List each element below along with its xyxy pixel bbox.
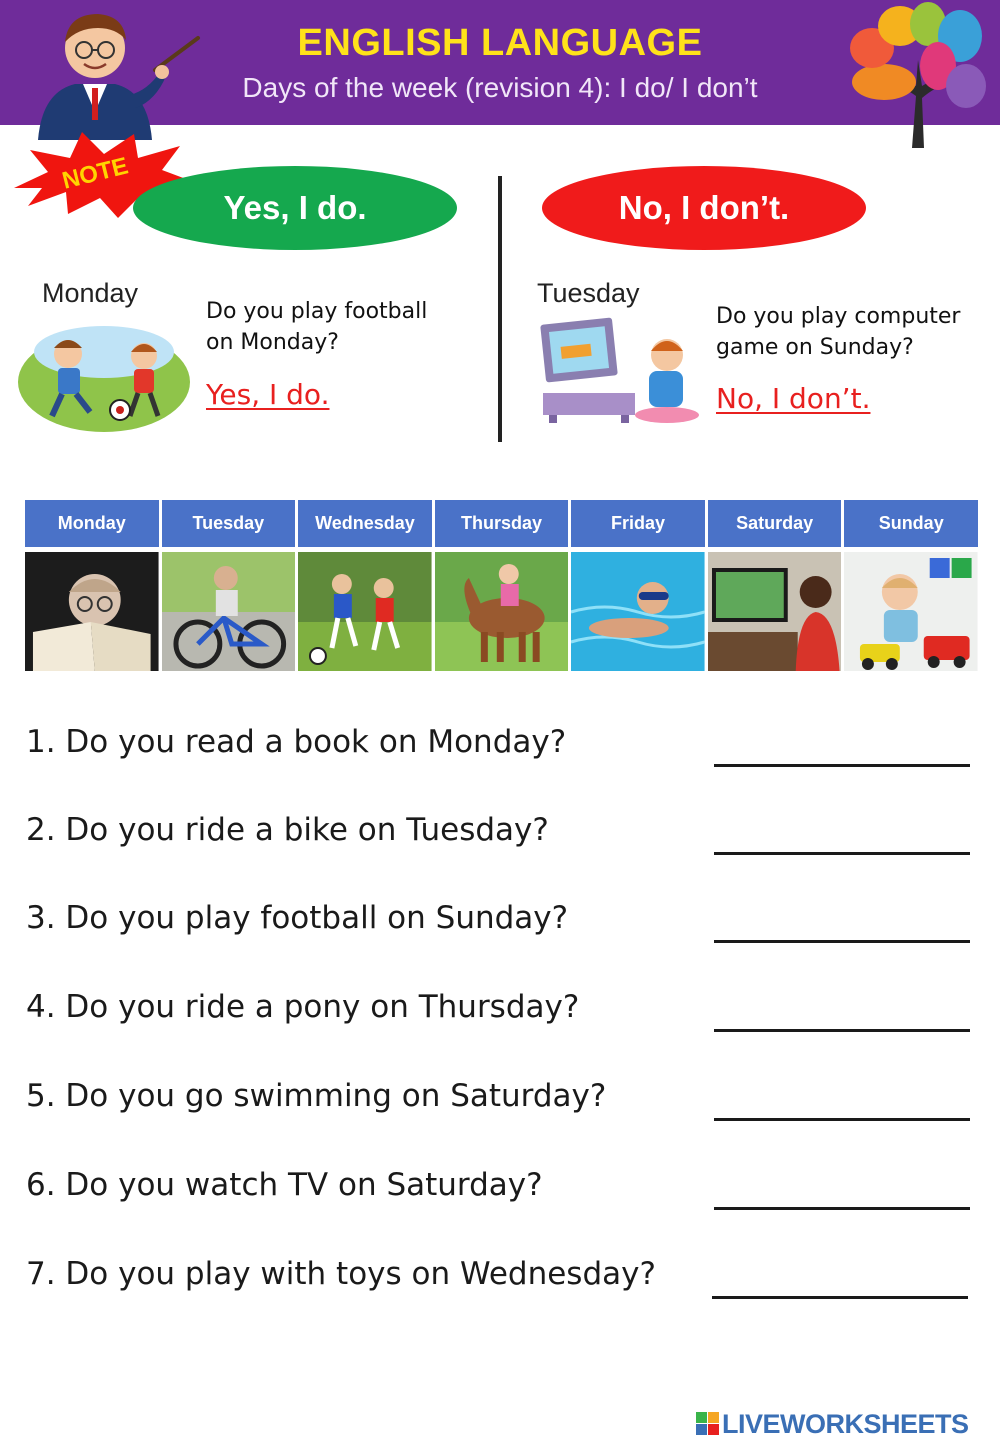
day-header-monday: Monday [25, 500, 159, 547]
kid-computer-game-illustration [537, 315, 699, 425]
question-row-3 [26, 900, 976, 950]
question-row-4 [26, 989, 976, 1039]
brand-name: LIVEWORKSHEETS [722, 1408, 969, 1439]
question-4-text: 4. Do you ride a pony on Thursday? [26, 989, 580, 1025]
day-column-wednesday [298, 500, 432, 671]
liveworksheets-logo [696, 1407, 969, 1441]
example-question-1-line1: Do you play football [206, 299, 428, 324]
example-question-1-line2: on Monday? [206, 330, 339, 355]
kids-football-illustration [16, 312, 192, 434]
answer-blank-7[interactable] [712, 1296, 968, 1299]
swimming-photo [571, 552, 705, 671]
answer-blank-5[interactable] [714, 1118, 970, 1121]
no-heading-pill: No, I don’t. [542, 166, 866, 250]
day-header-saturday: Saturday [708, 500, 842, 547]
day-column-saturday [708, 500, 842, 671]
question-6-text: 6. Do you watch TV on Saturday? [26, 1167, 543, 1203]
question-2-text: 2. Do you ride a bike on Tuesday? [26, 812, 549, 848]
days-tree-illustration [842, 0, 992, 148]
question-3-text: 3. Do you play football on Sunday? [26, 900, 569, 936]
question-7-text: 7. Do you play with toys on Wednesday? [26, 1256, 656, 1292]
day-header-wednesday: Wednesday [298, 500, 432, 547]
watching-tv-photo [708, 552, 842, 671]
liveworksheets-icon [696, 1412, 720, 1436]
page-subtitle: Days of the week (revision 4): I do/ I don’t [242, 72, 758, 103]
day-column-friday [571, 500, 705, 671]
note-badge: NOTE [59, 152, 131, 195]
playing-football-photo [298, 552, 432, 671]
answer-blank-3[interactable] [714, 940, 970, 943]
reading-book-photo [25, 552, 159, 671]
question-row-2 [26, 812, 976, 862]
day-column-thursday [435, 500, 569, 671]
question-5-text: 5. Do you go swimming on Saturday? [26, 1078, 607, 1114]
day-header-tuesday: Tuesday [162, 500, 296, 547]
example-day-tuesday: Tuesday [537, 278, 640, 308]
example-day-monday: Monday [42, 278, 139, 308]
teacher-illustration [20, 0, 205, 140]
days-activity-table [25, 500, 978, 671]
page-title: ENGLISH LANGUAGE [297, 22, 703, 64]
day-column-sunday [844, 500, 978, 671]
example-question-2-line2: game on Sunday? [716, 335, 914, 360]
day-header-friday: Friday [571, 500, 705, 547]
example-question-2-line1: Do you play computer [716, 304, 961, 329]
answer-blank-4[interactable] [714, 1029, 970, 1032]
playing-toys-photo [844, 552, 978, 671]
question-1-text: 1. Do you read a book on Monday? [26, 724, 567, 760]
day-column-tuesday [162, 500, 296, 671]
day-header-thursday: Thursday [435, 500, 569, 547]
day-header-sunday: Sunday [844, 500, 978, 547]
answer-blank-6[interactable] [714, 1207, 970, 1210]
answer-blank-1[interactable] [714, 764, 970, 767]
riding-pony-photo [435, 552, 569, 671]
example-answer-no: No, I don’t. [716, 382, 871, 415]
riding-bike-photo [162, 552, 296, 671]
question-row-7 [26, 1256, 976, 1306]
question-row-5 [26, 1078, 976, 1128]
answer-blank-2[interactable] [714, 852, 970, 855]
question-row-1 [26, 724, 976, 774]
day-column-monday [25, 500, 159, 671]
note-divider [498, 176, 502, 442]
example-answer-yes: Yes, I do. [206, 378, 330, 411]
yes-heading-pill: Yes, I do. [133, 166, 457, 250]
question-row-6 [26, 1167, 976, 1217]
